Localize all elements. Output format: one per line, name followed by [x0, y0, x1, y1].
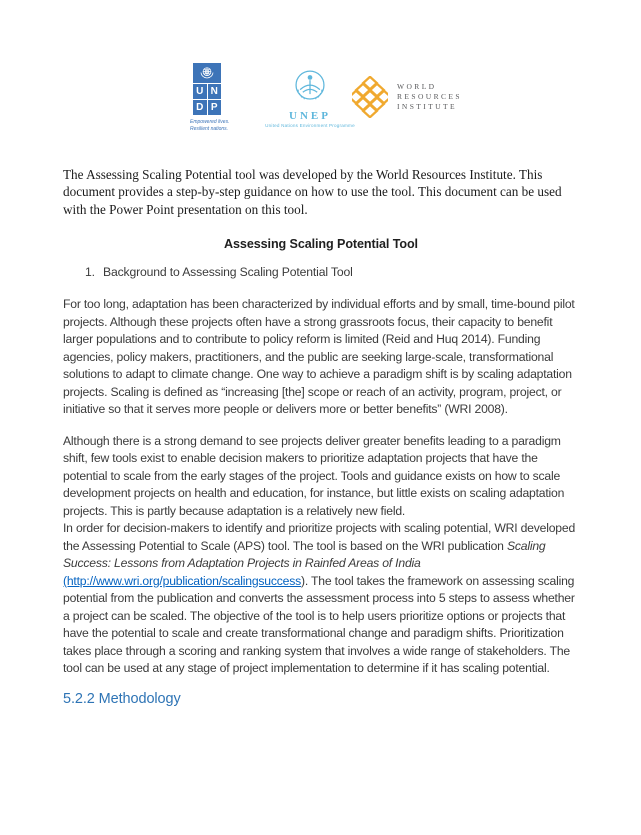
list-item-background	[63, 265, 579, 279]
unep-subtitle: United Nations Environment Programme	[265, 123, 355, 128]
body-text-segment: ). The tool takes the framework on assessing scaling potential from the publication and converts the assessment process into 5 steps to assess whether a project can be scaled. The objective of the tool is to help users prioritize options or projects that have the potential to scale and create transformational change and paradigm shifts. Prioritization takes place through a scoring and ranking system that involves a wide range of stakeholders. The tool can be used at any stage of project implementation to determine if it has scaling potential.	[63, 573, 575, 676]
undp-letter-grid	[193, 84, 221, 115]
undp-letter: D	[193, 100, 207, 115]
publication-link[interactable]: (http://www.wri.org/publication/scalingsuccess	[63, 573, 302, 588]
paragraph-tool-description	[63, 433, 579, 678]
list-label: Background to Assessing Scaling Potential Tool	[103, 265, 353, 280]
undp-tagline	[190, 119, 230, 132]
undp-tagline-line2: Resilient nations.	[190, 125, 229, 132]
undp-letter: U	[193, 84, 207, 99]
unep-wordmark: UNEP	[289, 110, 331, 122]
undp-letter: P	[208, 100, 222, 115]
un-emblem-icon	[193, 63, 221, 83]
wri-wordmark-line3: INSTITUTE	[397, 102, 457, 111]
wri-wordmark-line1: WORLD	[397, 82, 437, 91]
unep-emblem-icon	[292, 68, 328, 104]
publication-title: Scaling Success: Lessons from Adaptation Projects in Rainfed Areas of India	[63, 538, 546, 571]
body-text-segment: In order for decision-makers to identify and prioritize projects with scaling potential, WRI developed the Assessing Potential to Scale (APS) tool. The tool is based on the WRI publication	[63, 521, 576, 553]
wri-lattice-icon	[352, 76, 388, 118]
paragraph-scaling-context: For too long, adaptation has been characterized by individual efforts and by small, time-bound pilot projects. Although these projects often have a strong grassroots focus, their capacity to benefit larger populations and to contribute to policy reform is limited (Reid and Huq 2014). Funding agencies, policy makers, practitioners, and the public are seeking large-scale, transformational solutions to adapt to climate change. One way to achieve a paradigm shift is by scaling adaptation projects. Scaling is defined as “increasing [the] scope or reach of an activity, program, project, or initiative so that it serves more people or delivers more or better benefits” (WRI 2008).	[63, 297, 575, 417]
logo-row	[0, 0, 641, 150]
undp-tagline-line1: Empowered lives.	[190, 119, 230, 125]
wri-logo	[352, 76, 462, 118]
methodology-heading: 5.2.2 Methodology	[63, 690, 181, 707]
undp-letter: N	[208, 84, 222, 99]
wri-wordmark	[397, 82, 462, 112]
intro-paragraph: The Assessing Scaling Potential tool was developed by the World Resources Institute. This document provides a step-by-step guidance on how to use the tool. This document can be used with the Power Point presentation on this tool.	[63, 167, 562, 217]
wri-wordmark-line2: RESOURCES	[397, 92, 462, 101]
list-number: 1.	[85, 265, 95, 280]
undp-logo	[190, 63, 230, 132]
undp-logo-block	[193, 63, 221, 115]
document-body	[63, 166, 579, 707]
body-text-segment: Although there is a strong demand to see projects deliver greater benefits leading to a paradigm shift, few tools exist to enable decision makers to prioritize adaptation projects that have the potential to scale from the early stages of the project. Tools and guidance exists on how to scale development projects on health and education, for instance, but little exists on scaling adaptation projects. This is partly because adaptation is a relatively new field.	[63, 433, 565, 518]
section-title: Assessing Scaling Potential Tool	[224, 237, 418, 252]
